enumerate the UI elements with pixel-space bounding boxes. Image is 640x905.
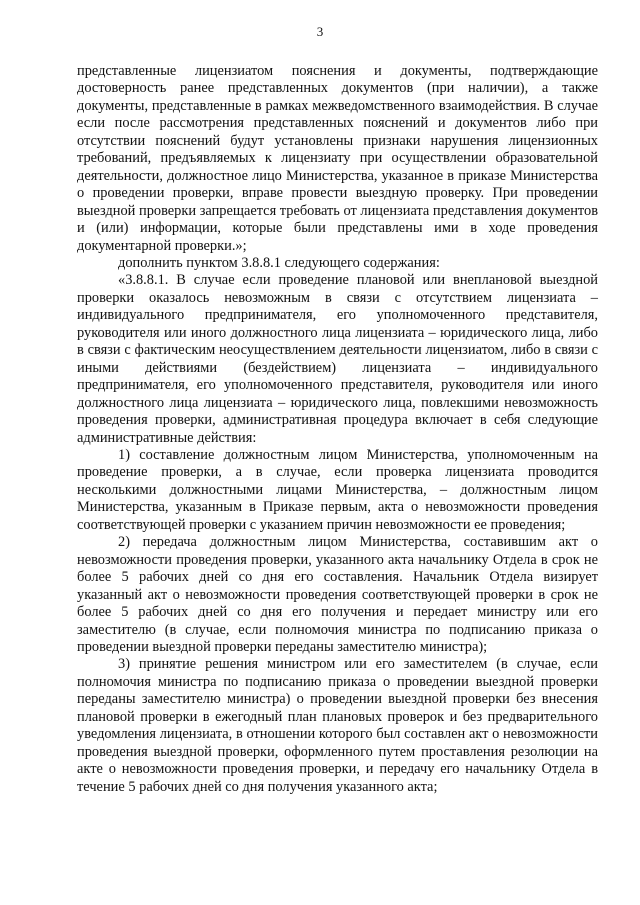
paragraph-amendment-instruction: дополнить пунктом 3.8.8.1 следующего содержания: xyxy=(118,254,440,271)
paragraph-item-3: 3) принятие решения министром или его заместителем (в случае, если полномочия министра по подписанию приказа о проведении выездной проверки переданы заместителю министра) о проведении выездной проверки без внесения плановой проверки в ежегодный план плановых проверок и без предварительного уведомления лицензиата, в отношении которого был составлен акт о невозможности проведения выездной проверки, оформленного путем проставления резолюции на акте о невозможности проведения проверки, и передачу его начальнику Отдела в течение 5 рабочих дней со дня получения указанного акта; xyxy=(77,656,598,795)
paragraph-item-2: 2) передача должностным лицом Министерства, составившим акт о невозможности проведения проверки, указанного акта начальнику Отдела в срок не более 5 рабочих дней со дня его составления. Начальник Отдела визирует указанный акт о невозможности проведения соответствующей проверки в срок не более 5 рабочих дней со дня его получения и передает министру или его заместителю (в случае, если полномочия министра по подписанию приказа о проведении выездной проверки переданы заместителю министра); xyxy=(77,534,598,655)
page-number: 3 xyxy=(316,24,324,39)
paragraph-continuation: представленные лицензиатом пояснения и документы, подтверждающие достоверность ранее представленных документов (при наличии), а также документы, представленные в рамках межведомственного взаимодействия. В случае если после рассмотрения представленных пояснений и документов либо при отсутствии пояснений будут установлены признаки нарушения лицензионных требований, предъявляемых к лицензиату при осуществлении образовательной деятельности, должностное лицо Министерства, указанное в приказе Министерства о проведении проверки, вправе провести выездную проверку. При проведении выездной проверки запрещается требовать от лицензиата представления документов и (или) информации, которые были представлены ими в ходе проведения документарной проверки.»; xyxy=(77,63,598,254)
document-body xyxy=(77,63,598,796)
paragraph-clause-3-8-8-1: «3.8.8.1. В случае если проведение плановой или внеплановой выездной проверки оказалось невозможным в связи с отсутствием лицензиата – индивидуального предпринимателя, его уполномоченного представителя, руководителя или иного должностного лица лицензиата – юридического лица, либо в связи с фактическим неосуществлением деятельности лицензиатом, либо в связи с иными действиями (бездействием) лицензиата – индивидуального предпринимателя, его уполномоченного представителя, руководителя или иного должностного лица лицензиата – юридического лица, повлекшими невозможность проведения проверки, административная процедура включает в себя следующие административные действия: xyxy=(77,272,598,446)
paragraph-item-1: 1) составление должностным лицом Министерства, уполномоченным на проведение проверки, а в случае, если проверка лицензиата проводится несколькими должностными лицами Министерства, – должностным лицом Министерства, указанным в Приказе первым, акта о невозможности проведения соответствующей проверки с указанием причин невозможности ее проведения; xyxy=(77,446,598,533)
